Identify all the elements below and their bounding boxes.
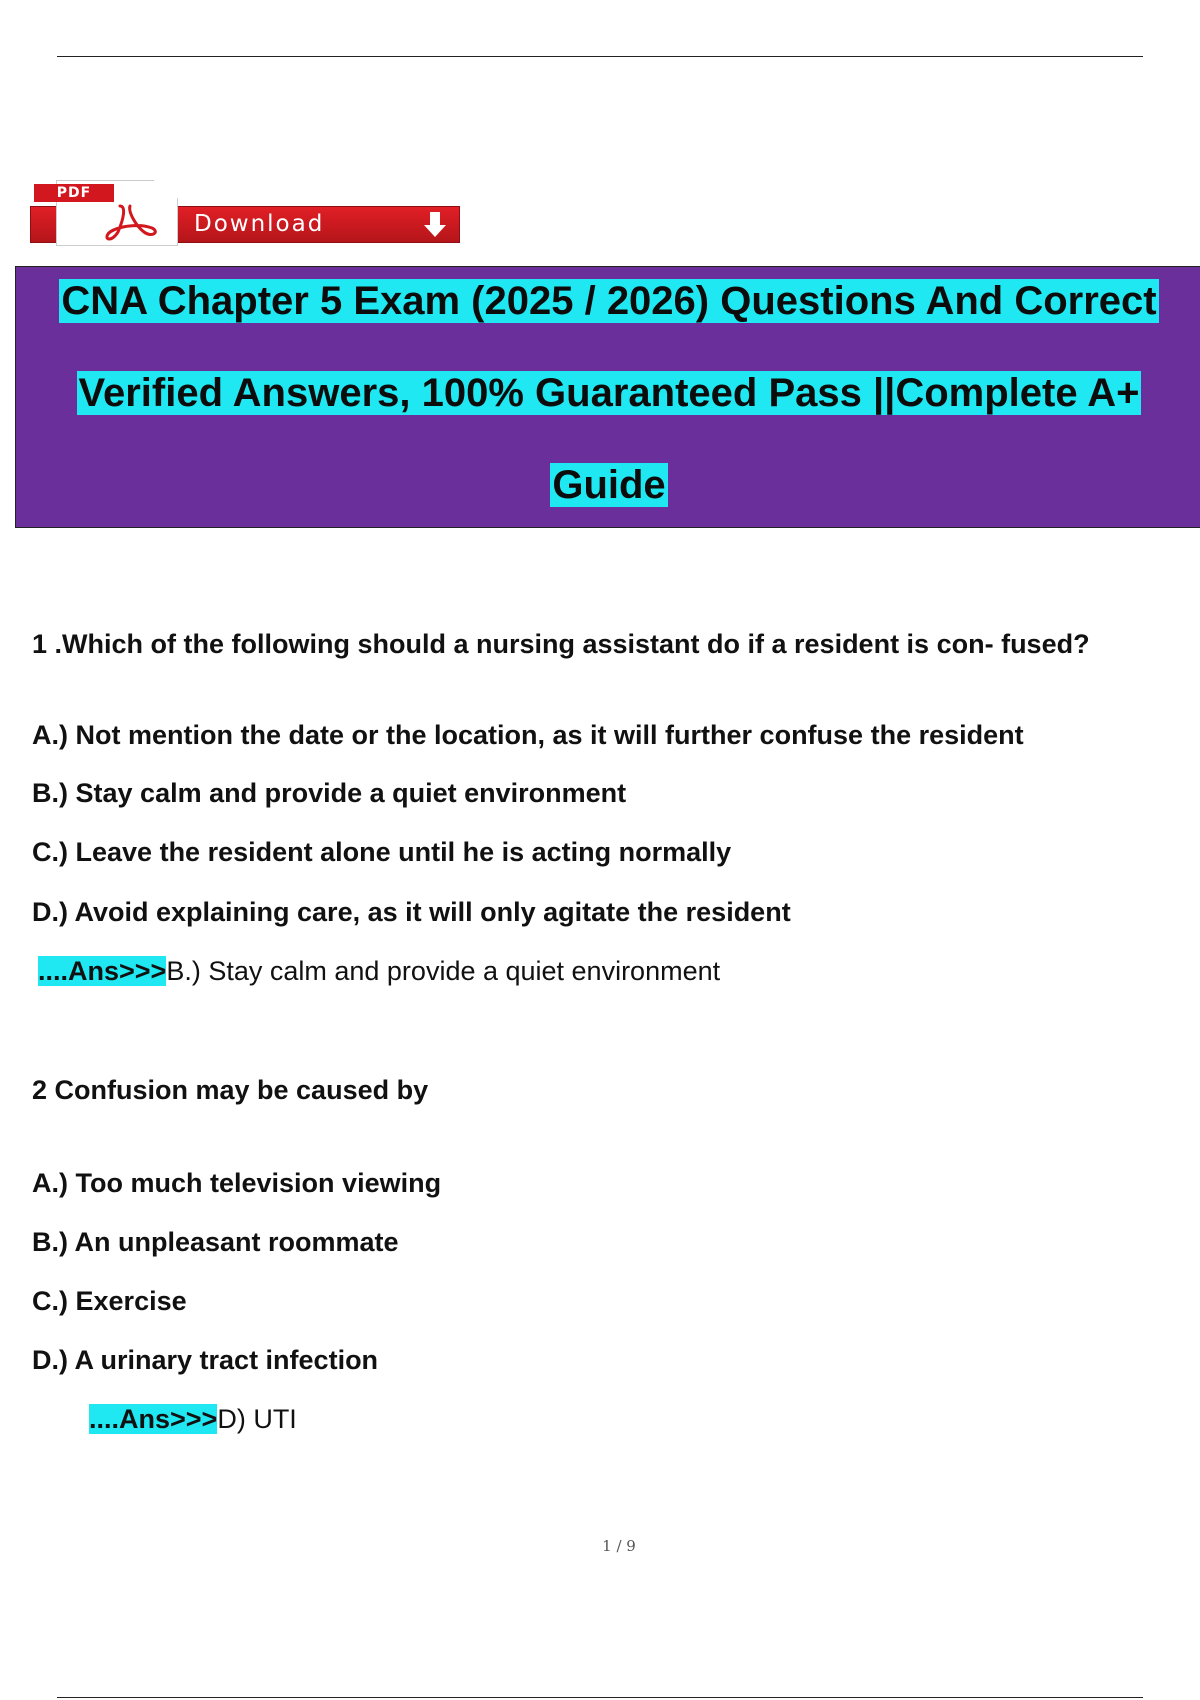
question-1: 1 .Which of the following should a nursing assistant do if a resident is con- fused?	[32, 629, 1090, 659]
answer-label: ....Ans>>>	[89, 1404, 218, 1434]
answer-text: D) UTI	[217, 1404, 297, 1434]
question-2-option-a: A.) Too much television viewing	[32, 1168, 442, 1198]
question-2-option-d: D.) A urinary tract infection	[32, 1345, 379, 1375]
question-2: 2 Confusion may be caused by	[32, 1075, 429, 1105]
title-line-1: CNA Chapter 5 Exam (2025 / 2026) Questions And Correct	[61, 279, 1157, 323]
page-number: 1 / 9	[602, 1537, 636, 1555]
question-1-answer	[38, 956, 720, 987]
acrobat-icon	[100, 202, 160, 244]
question-1-option-c: C.) Leave the resident alone until he is acting normally	[32, 837, 732, 867]
bottom-rule	[57, 1697, 1143, 1698]
title-line-2: Verified Answers, 100% Guaranteed Pass ||Complete A+	[78, 371, 1140, 415]
question-2-answer	[89, 1404, 297, 1435]
title-line-3: Guide	[552, 463, 666, 507]
question-2-option-c: C.) Exercise	[32, 1286, 187, 1316]
top-rule	[57, 56, 1143, 57]
download-label[interactable]: Download	[194, 211, 325, 237]
title-block	[15, 266, 1200, 528]
answer-text: B.) Stay calm and provide a quiet environment	[166, 956, 721, 986]
download-arrow-icon	[422, 210, 448, 240]
question-1-option-a: A.) Not mention the date or the location, as it will further confuse the resident	[32, 720, 1024, 750]
question-2-option-b: B.) An unpleasant roommate	[32, 1227, 399, 1257]
question-1-option-b: B.) Stay calm and provide a quiet environment	[32, 778, 627, 808]
answer-label: ....Ans>>>	[38, 956, 167, 986]
question-1-option-d: D.) Avoid explaining care, as it will only agitate the resident	[32, 897, 791, 927]
download-banner[interactable]	[30, 180, 460, 246]
pdf-badge: PDF	[34, 184, 114, 202]
